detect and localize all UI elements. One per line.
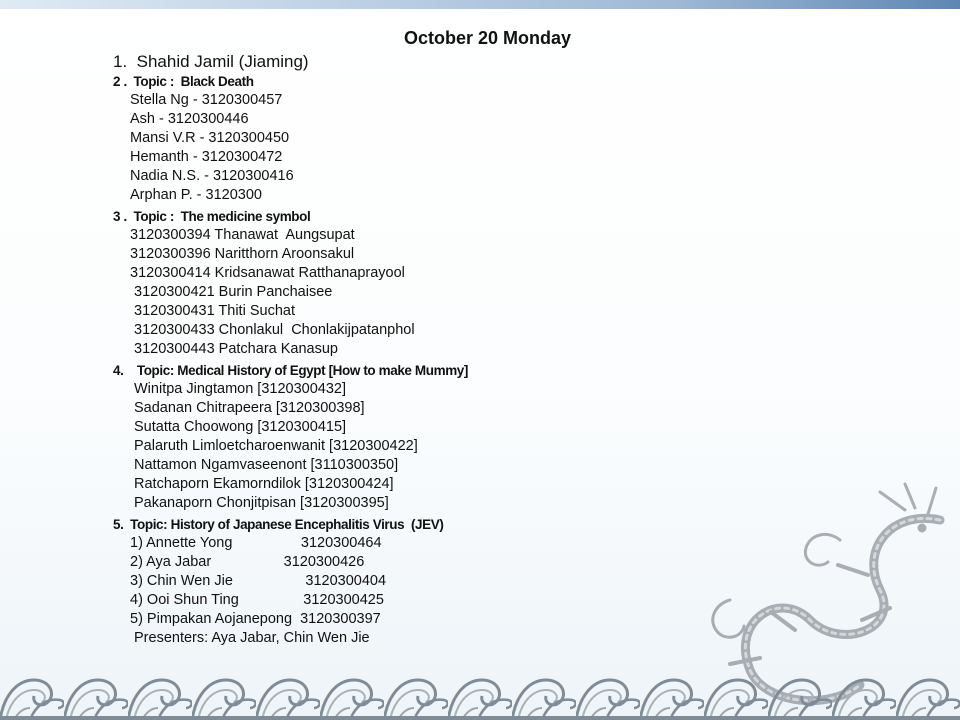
list-line: Ratchaporn Ekamorndilok [3120300424] [134, 476, 394, 492]
list-line: Pakanaporn Chonjitpisan [3120300395] [134, 495, 389, 511]
list-line: Hemanth - 3120300472 [130, 149, 283, 165]
list-line: 3120300431 Thiti Suchat [134, 303, 295, 319]
list-line: Palaruth Limloetcharoenwanit [3120300422] [134, 438, 418, 454]
list-line: Mansi V.R - 3120300450 [130, 130, 290, 146]
list-line: Sadanan Chitrapeera [3120300398] [134, 400, 365, 416]
list-line: 3120300396 Naritthorn Aroonsakul [130, 246, 355, 262]
list-line: 1. Shahid Jamil (Jiaming) [113, 52, 309, 71]
list-line: Arphan P. - 3120300 [130, 187, 262, 203]
list-line: Nadia N.S. - 3120300416 [130, 168, 294, 184]
list-line: Sutatta Choowong [3120300415] [134, 419, 347, 435]
topic-heading: 4. Topic: Medical History of Egypt [How to make Mummy] [113, 363, 468, 378]
list-line: 4) Ooi Shun Ting 3120300425 [130, 592, 384, 608]
list-line: 3120300443 Patchara Kanasup [134, 341, 338, 357]
list-line: 5) Pimpakan Aojanepong 3120300397 [130, 611, 381, 627]
topic-heading: 5. Topic: History of Japanese Encephalitis Virus (JEV) [113, 517, 444, 532]
topic-heading: 3 . Topic : The medicine symbol [113, 209, 311, 224]
list-line: Winitpa Jingtamon [3120300432] [134, 381, 347, 397]
list-line: 3120300394 Thanawat Aungsupat [130, 227, 355, 243]
slide-title: October 20 Monday [403, 28, 572, 48]
list-line: 2) Aya Jabar 3120300426 [130, 554, 365, 570]
list-line: 3120300421 Burin Panchaisee [134, 284, 333, 300]
list-line: 3120300414 Kridsanawat Ratthanaprayool [130, 265, 405, 281]
list-line: Stella Ng - 3120300457 [130, 92, 283, 108]
topic-heading: 2 . Topic : Black Death [113, 74, 254, 89]
list-line: Ash - 3120300446 [130, 111, 249, 127]
list-line: 3120300433 Chonlakul Chonlakijpatanphol [134, 322, 415, 338]
list-line: Nattamon Ngamvaseenont [3110300350] [134, 457, 399, 473]
list-line: 3) Chin Wen Jie 3120300404 [130, 573, 387, 589]
presenters-line: Presenters: Aya Jabar, Chin Wen Jie [134, 630, 370, 646]
list-line: 1) Annette Yong 3120300464 [130, 535, 382, 551]
